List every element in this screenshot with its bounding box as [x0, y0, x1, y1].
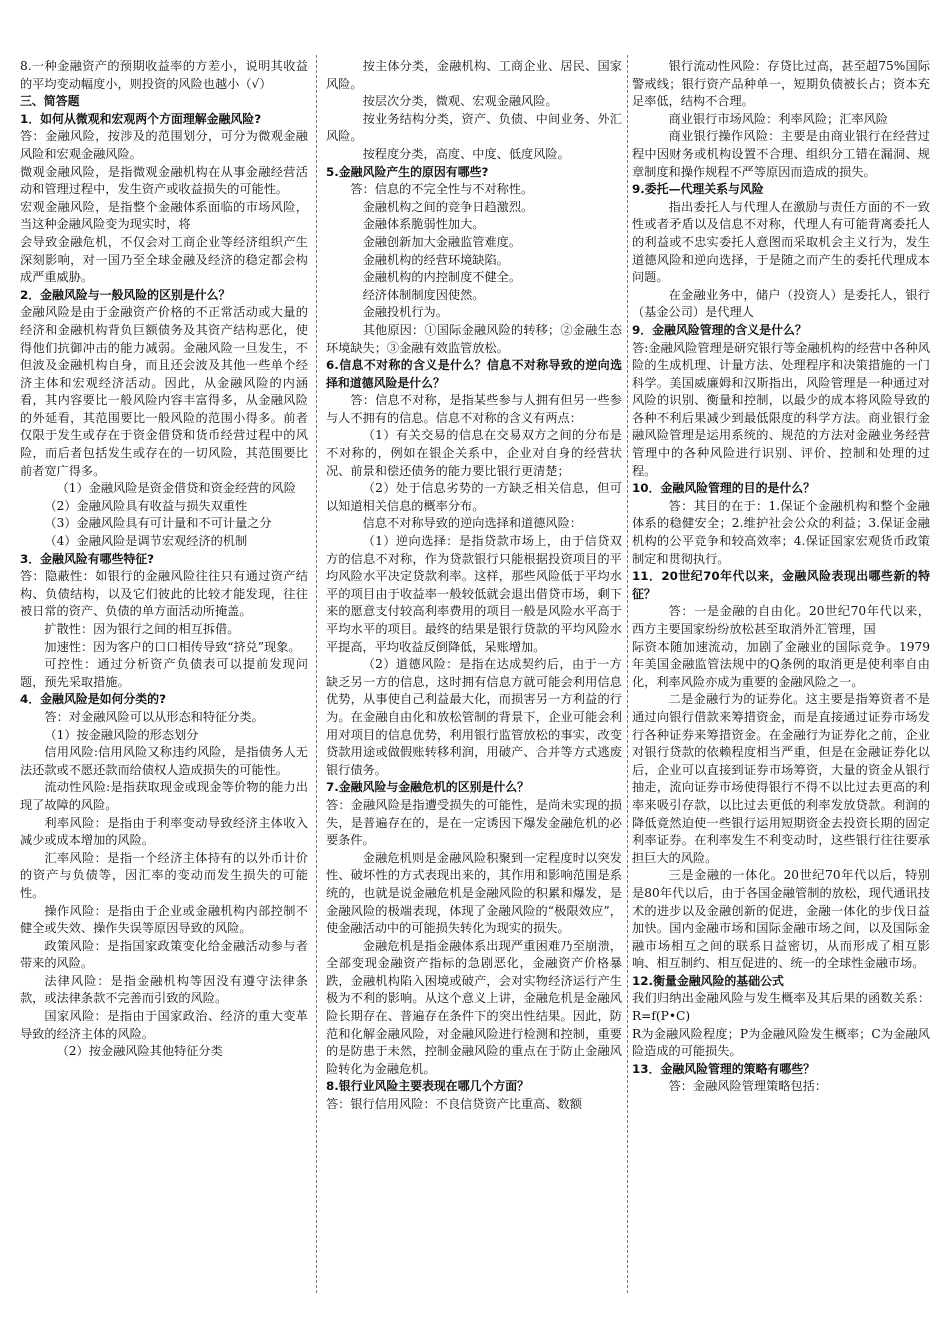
paragraph: 答：银行信用风险：不良信贷资产比重高、数额 — [326, 1097, 582, 1112]
paragraph: 答：信息不对称，是指某些参与人拥有但另一些参与人不拥有的信息。信息不对称的含义有两点： — [326, 393, 622, 425]
question-heading: 9.委托—代理关系与风险 — [632, 182, 764, 197]
question-heading: 3．金融风险有哪些特征? — [20, 551, 155, 566]
paragraph: （1）逆向选择：是指贷款市场上，由于信贷双方的信息不对称，作为贷款银行只能根据投资项目的平均风险水平决定贷款利率。这样，那些风险低于平均水平的项目由于收益率一般较低就会退出借贷市场，剩下来的愿意支付较高利率费用的项目一般是风险水平高于平均水平的项目。最终的结果是银行贷款的平均风险水平提高，平均收益反倒降低，呆账增加。 — [326, 534, 622, 654]
paragraph: 金融危机则是金融风险积聚到一定程度时以突发性、破坏性的方式表现出来的，其作用和影响范围是系统的，也就是说金融危机是金融风险的积累和爆发，是金融风险的极端表现，体现了金融风险的“极限效应”，使金融活动中的可能损失转化为现实的损失。 — [326, 850, 622, 936]
column-divider-left — [316, 55, 317, 1293]
paragraph: 金融机构之间的竞争日趋激烈。 — [362, 199, 534, 214]
paragraph: 法律风险：是指金融机构等因没有遵守法律条款，或法律条款不完善而引致的风险。 — [20, 973, 308, 1006]
paragraph: 按主体分类，金融机构、工商企业、居民、国家风险。 — [326, 59, 622, 91]
paragraph: 指出委托人与代理人在激励与责任方面的不一致性或者矛盾以及信息不对称，代理人有可能背离委托人的利益或不忠实委托人意图而采取机会主义行为，发生道德风险和逆向选择，于是随之而产生的委托代理成本问题。 — [632, 199, 930, 285]
paragraph: 答：金融风险是指遭受损失的可能性，是尚未实现的损失，是普遍存在的，是在一定诱因下爆发金融危机的必要条件。 — [326, 797, 622, 848]
paragraph: 答：其目的在于：1.保证个金融机构和整个金融体系的稳健安全；2.维护社会公众的利益；3.保证金融机构的公平竞争和较高效率；4.保证国家宏观货币政策制定和贯彻执行。 — [632, 498, 930, 566]
paragraph: （2）按金融风险其他特征分类 — [56, 1044, 223, 1059]
paragraph: 8.一种金融资产的预期收益率的方差小，说明其收益的平均变动幅度小，则投资的风险也越小（√） — [20, 59, 308, 91]
paragraph: （2）道德风险：是指在达成契约后，由于一方缺乏另一方的信息，这时拥有信息方就可能会利用信息优势，从事使自己利益最大化，而损害另一方利益的行为。在金融自由化和放松管制的背景下，企业可能会利用对项目的信息优势，利用银行监管放松的事实，改变贷款用途或做假账转移利润，用破产、合并等方式逃废银行债务。 — [326, 657, 622, 777]
paragraph: 信息不对称导致的逆向选择和道德风险： — [362, 516, 582, 531]
paragraph: 答：金融风险管理策略包括： — [668, 1079, 828, 1094]
paragraph: （1）按金融风险的形态划分 — [44, 727, 199, 742]
question-heading: 6.信息不对称的含义是什么？信息不对称导致的逆向选择和道德风险是什么？ — [326, 358, 622, 390]
paragraph: 操作风险：是指由于企业或金融机构内部控制不健全或失效、操作失误等原因导致的风险。 — [20, 903, 308, 936]
paragraph: 际资本随加速流动，加剧了金融业的国际竞争。1979年美国金融监管法规中的Q条例的取消更是使利率自由化，利率风险亦成为重要的金融风险之一。 — [632, 639, 930, 689]
paragraph: 二是金融行为的证券化。这主要是指筹资者不是通过向银行借款来筹措资金，而是直接通过证券市场发行各种证券来筹措资金。在金融行为证券化之前，企业对银行贷款的依赖程度相当严重，但是在金融证券化以后，企业可以直接到证券市场筹资，大量的资金从银行抽走，流向证券市场使得银行不得不以比过去更高的利率来吸引存款，以比过去更低的利率发放贷款。利润的降低竟然迫使一些银行运用短期资金去投资长期的固定利率证券。在利率发生不利变动时，这些银行往往要承担巨大的风险。 — [632, 692, 930, 865]
paragraph: 宏观金融风险，是指整个金融体系面临的市场风险，当这种金融风险变为现实时，将 — [20, 199, 308, 232]
paragraph: （1）有关交易的信息在交易双方之间的分布是不对称的，例如在银企关系中，企业对自身的经营状况、前景和偿还债务的能力要比银行更清楚； — [326, 428, 622, 478]
paragraph: 金融创新加大金融监管难度。 — [362, 234, 522, 249]
paragraph: 信用风险:信用风险又称违约风险，是指债务人无法还款或不愿还款而给债权人造成损失的可能性。 — [20, 745, 308, 777]
paragraph: 利率风险：是指由于利率变动导致经济主体收入减少或成本增加的风险。 — [20, 815, 308, 848]
text-column-right — [632, 58, 930, 1290]
paragraph: （3）金融风险具有可计量和不可计量之分 — [44, 516, 272, 531]
paragraph: （2）处于信息劣势的一方缺乏相关信息，但可以知道相关信息的概率分布。 — [326, 481, 622, 513]
paragraph: 加速性：因为客户的口口相传导致“挤兑”现象。 — [44, 639, 301, 654]
paragraph: 银行流动性风险：存贷比过高，甚至超75%国际警戒线；银行资产品种单一，短期负债被长占；资本充足率低，结构不合理。 — [632, 59, 930, 109]
question-heading: 2．金融风险与一般风险的区别是什么？ — [20, 287, 231, 302]
paragraph: 在金融业务中，储户（投资人）是委托人，银行（基金公司）是代理人 — [632, 287, 930, 320]
paragraph: 汇率风险：是指一个经济主体持有的以外币计价的资产与负债等，因汇率的变动而发生损失的可能性。 — [20, 850, 308, 900]
paragraph: 政策风险：是指国家政策变化给金融活动参与者带来的风险。 — [20, 938, 308, 971]
paragraph: 金融机构的经营环境缺陷。 — [362, 252, 509, 267]
paragraph: 国家风险：是指由于国家政治、经济的重大变革导致的经济主体的风险。 — [20, 1009, 308, 1041]
paragraph: 经济体制制度因使然。 — [362, 287, 485, 302]
paragraph: 金融风险是由于金融资产价格的不正常活动或大量的经济和金融机构背负巨额债务及其资产结构恶化，使得他们抗御冲击的能力减弱。金融风险一旦发生，不但波及金融机构自身，而且还会波及其他一些单个经济主体和宏观经济活动。因此，从金融风险的内涵看，其内容要比一般风险内容丰富得多，从金融风险的外延看，其范围要比一般风险的范围小得多。前者仅限于发生或存在于资金借贷和货币经营过程中的风险，而后者包括发生或存在的一切风险，其范围要比前者宽广得多。 — [20, 305, 308, 478]
question-heading: 13．金融风险管理的策略有哪些？ — [632, 1061, 816, 1076]
question-heading: 4．金融风险是如何分类的? — [20, 692, 166, 707]
question-heading: 9．金融风险管理的含义是什么？ — [632, 322, 807, 337]
paragraph: 答：隐蔽性：如银行的金融风险往往只有通过资产结构、负债结构，以及它们彼此的比较才能发现，往往被日常的资产、负债的单方面活动所掩盖。 — [20, 569, 308, 619]
paragraph: 按层次分类，微观、宏观金融风险。 — [362, 94, 558, 109]
paragraph: 微观金融风险，是指微观金融机构在从事金融经营活动和管理过程中，发生资产或收益损失的可能性。 — [20, 164, 308, 197]
paragraph: 我们归纳出金融风险与发生概率及其后果的函数关系：R=f(P•C) — [632, 991, 930, 1024]
column-divider-right — [627, 55, 628, 1293]
paragraph: 三是金融的一体化。20世纪70年代以后，特别是80年代以后，由于各国金融管制的放松，现代通讯技术的进步以及金融创新的促进，金融一体化的步伐日益加快。国内金融市场和国际金融市场之间，以及国际金融市场相互之间的联系日益密切，从而形成了相互影响、相互制约、相互促进的、统一的全球性金融市场。 — [632, 868, 930, 971]
question-heading: 10．金融风险管理的目的是什么？ — [632, 481, 816, 496]
paragraph: 会导致金融危机，不仅会对工商企业等经济组织产生深刻影响，对一国乃至全球金融及经济的稳定都会构成严重威胁。 — [20, 234, 308, 285]
question-heading: 1．如何从微观和宏观两个方面理解金融风险? — [20, 111, 262, 126]
paragraph: 扩散性：因为银行之间的相互拆借。 — [44, 622, 240, 636]
paragraph: R为金融风险程度；P为金融风险发生概率；C为金融风险造成的可能损失。 — [632, 1026, 930, 1059]
paragraph: 按业务结构分类，资产、负债、中间业务、外汇风险。 — [326, 111, 622, 144]
paragraph: 答：一是金融的自由化。20世纪70年代以来，西方主要国家纷纷放松甚至取消外汇管理，国 — [632, 604, 930, 636]
paragraph: 答：信息的不完全性与不对称性。 — [350, 182, 534, 197]
paragraph: （2）金融风险具有收益与损失双重性 — [44, 498, 248, 513]
text-column-middle — [326, 58, 622, 1290]
paragraph: 金融机构的内控制度不健全。 — [362, 270, 522, 285]
question-heading: 11．20世纪70年代以来，金融风险表现出哪些新的特征？ — [632, 569, 930, 601]
paragraph: 商业银行操作风险：主要是由商业银行在经营过程中因财务或机构设置不合理、组织分工错在漏洞、规章制度和操作规程不严等原因而造成的损失。 — [632, 129, 930, 179]
paragraph: 商业银行市场风险：利率风险；汇率风险 — [668, 111, 888, 126]
paragraph: 答：金融风险，按涉及的范围划分，可分为微观金融风险和宏观金融风险。 — [20, 129, 308, 161]
paragraph: 金融体系脆弱性加大。 — [362, 217, 485, 232]
paragraph: 金融投机行为。 — [362, 305, 448, 320]
question-heading: 三、简答题 — [20, 94, 80, 109]
paragraph: 其他原因：①国际金融风险的转移；②金融生态环境缺失；③金融有效监管放松。 — [326, 322, 622, 355]
paragraph: 答:金融风险管理是研究银行等金融机构的经营中各种风险的生成机理、计量方法、处理程序和决策措施的一门科学。美国威廉姆和汉斯指出，风险管理是一种通过对风险的识别、衡量和控制，以最少的成本将风险导致的各种不利后果减少到最低限度的科学方法。商业银行金融风险管理是运用系统的、规范的方法对金融业务经营管理中的各种风险进行识别、评价、控制和处理的过程。 — [632, 340, 930, 478]
paragraph: 按程度分类，高度、中度、低度风险。 — [362, 146, 570, 161]
paragraph: （4）金融风险是调节宏观经济的机制 — [44, 534, 248, 549]
question-heading: 8.银行业风险主要表现在哪几个方面？ — [326, 1079, 530, 1094]
paragraph: 金融危机是指金融体系出现严重困难乃至崩溃，全部变现金融资产指标的急剧恶化，金融资产价格暴跌，金融机构陷入困境或破产，会对实物经济运行产生极为不利的影响。从这个意义上讲，金融危机是金融风险长期存在、普遍存在条件下的突出性结果。因此，防范和化解金融风险，对金融风险进行检测和控制，重要的是防患于未然，控制金融风险的重点在于防止金融风险转化为金融危机。 — [326, 938, 622, 1076]
paragraph: 流动性风险:是指获取现金或现金等价物的能力出现了故障的风险。 — [20, 780, 308, 812]
paragraph: （1）金融风险是资金借贷和资金经营的风险 — [56, 481, 296, 496]
text-column-left — [20, 58, 308, 1290]
question-heading: 7.金融风险与金融危机的区别是什么？ — [326, 780, 530, 795]
paragraph: 答：对金融风险可以从形态和特征分类。 — [44, 709, 264, 724]
question-heading: 5.金融风险产生的原因有哪些? — [326, 164, 489, 179]
question-heading: 12.衡量金融风险的基础公式 — [632, 973, 784, 988]
paragraph: 可控性：通过分析资产负债表可以提前发现问题，预先采取措施。 — [20, 657, 308, 689]
